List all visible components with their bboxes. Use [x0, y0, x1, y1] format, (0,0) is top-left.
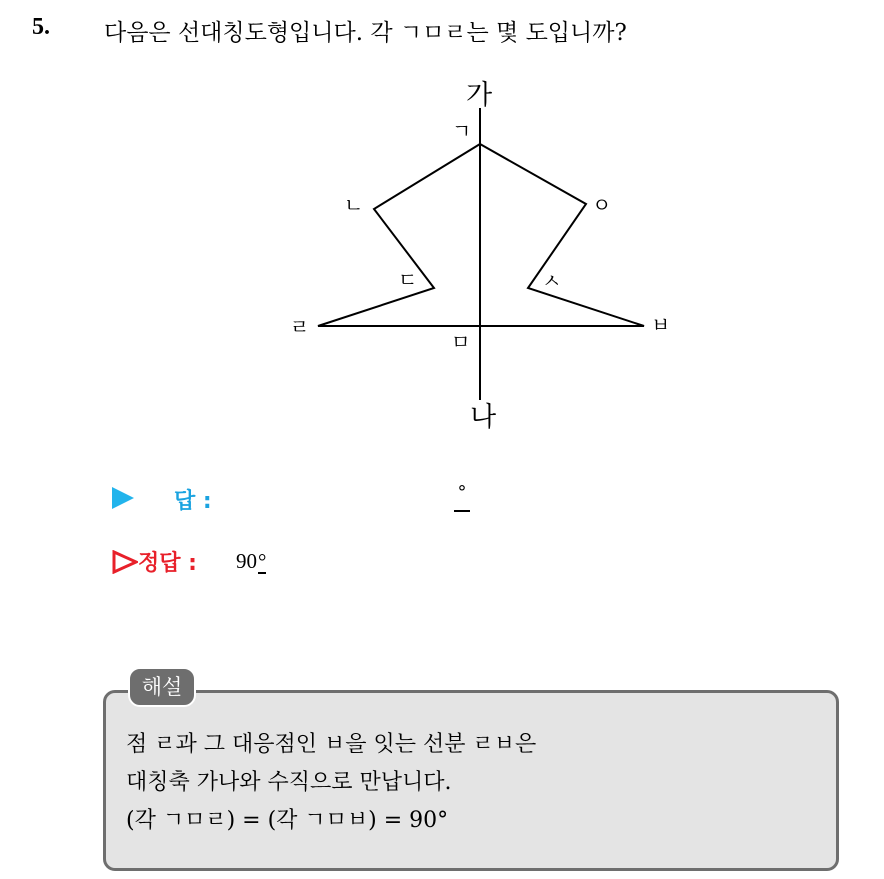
explanation-line-3: (각 ㄱㅁㄹ) = (각 ㄱㅁㅂ) = 90°	[126, 808, 449, 833]
correct-value	[236, 549, 266, 574]
correct-number: 90	[236, 549, 257, 573]
point-label-o: ㅇ	[592, 193, 612, 217]
explanation-tab: 해설	[128, 667, 196, 707]
answer-blank[interactable]	[454, 482, 470, 512]
point-label-n: ㄴ	[344, 193, 364, 217]
point-label-r: ㄹ	[290, 315, 310, 339]
explanation-text	[126, 726, 536, 840]
explanation-line-1: 점 ㄹ과 그 대응점인 ㅂ을 잇는 선분 ㄹㅂ은	[126, 732, 537, 757]
correct-triangle-icon	[112, 550, 138, 574]
point-label-d: ㄷ	[398, 268, 418, 292]
explanation-line-2: 대칭축 가나와 수직으로 만납니다.	[126, 770, 452, 795]
point-label-g: ㄱ	[452, 119, 472, 143]
axis-top-label: 가	[466, 80, 493, 111]
answer-unit: °	[457, 482, 467, 503]
question-text: 다음은 선대칭도형입니다. 각 ㄱㅁㄹ는 몇 도입니까?	[104, 20, 627, 46]
correct-unit: °	[258, 549, 267, 573]
correct-label: 정답 :	[138, 551, 197, 576]
point-label-s: ㅅ	[542, 269, 562, 293]
correct-answer-row	[110, 546, 410, 578]
answer-row	[110, 484, 510, 514]
question-number: 5.	[32, 14, 50, 40]
point-label-b: ㅂ	[651, 313, 671, 337]
answer-triangle-icon	[112, 487, 134, 509]
axis-bottom-label: 나	[470, 402, 497, 433]
answer-label: 답 :	[174, 489, 212, 514]
point-label-m: ㅁ	[451, 330, 471, 354]
